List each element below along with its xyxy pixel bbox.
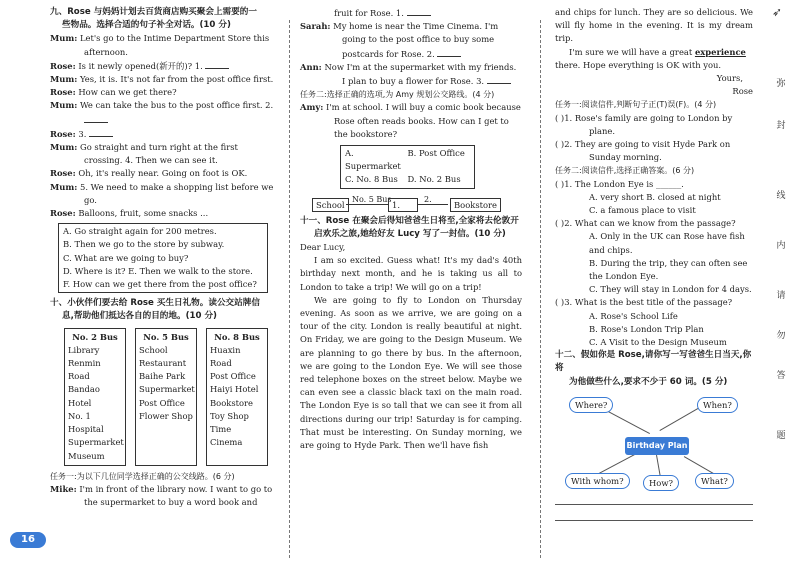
mike-text: I'm in front of the library now. I want to go to the supermarket to buy a word book and	[79, 483, 273, 508]
bus-stop: Flower Shop	[139, 410, 193, 421]
letter-paragraph-4	[555, 46, 753, 72]
section-11-heading-line1: 十一、Rose 在聚会后得知爸爸生日将至,全家将去伦敦开	[300, 215, 519, 226]
dialog-line	[50, 181, 278, 207]
birthday-plan-diagram	[555, 393, 753, 489]
para4-text-c: there. Hope everything is OK with you.	[555, 59, 722, 70]
speaker: Rose:	[50, 128, 76, 139]
dialog-text: Go straight and turn right at the first crossing. 4. Then we can see it.	[80, 142, 238, 166]
tf-text: 1. Rose's family are going to London by plane.	[564, 112, 733, 136]
route-option: B. Post Office	[407, 148, 465, 159]
section-11-heading	[300, 215, 522, 241]
dialog-text: Oh, it's really near. Going on foot is OK.	[78, 168, 248, 179]
speaker: Sarah:	[300, 21, 331, 32]
letter-paragraph-3: and chips for lunch. They are so delicious. We will fly home in the evening. It is my dream trip.	[555, 7, 753, 44]
mc-question-text: 1. The London Eye is ______.	[564, 178, 684, 189]
column-right	[555, 6, 753, 524]
bus-stop: Restaurant	[139, 358, 187, 369]
wheel-where: Where?	[569, 397, 613, 413]
speaker: Mum:	[50, 142, 78, 153]
mc-question-text: 3. What is the best title of the passage?	[564, 297, 733, 308]
bus-sign-title: No. 8 Bus	[214, 331, 260, 342]
signature: Rose	[732, 86, 753, 97]
speaker: Rose:	[50, 168, 76, 179]
wheel-with-whom: With whom?	[565, 473, 630, 489]
tf-text: 2. They are going to visit Hyde Park on Sunday morning.	[564, 139, 731, 163]
mc-option: C. a famous place to visit	[589, 205, 696, 216]
mc-question: ( )2. What can we know from the passage?	[555, 218, 736, 229]
dialog-text: 3.	[78, 128, 87, 139]
mike-line	[50, 483, 278, 509]
column-middle	[300, 6, 522, 452]
route-start: School	[312, 198, 349, 212]
option-item: C. What are we going to buy?	[63, 252, 189, 263]
student-line	[300, 61, 522, 88]
speaker: Mum:	[50, 33, 78, 44]
para4-text-a: I'm sure we will have a great	[569, 46, 693, 57]
wheel-when: When?	[697, 397, 738, 413]
route-step-2: 2.	[424, 194, 432, 204]
bus-stop: Haiyi Hotel	[210, 384, 259, 395]
speaker: Amy:	[300, 102, 324, 113]
line0-text: fruit for Rose. 1.	[334, 8, 404, 18]
option-item: B. Then we go to the store by subway.	[63, 239, 225, 250]
option-item: F. How can we get there from the post office?	[63, 279, 257, 290]
letter-paragraph-2: We are going to fly to London on Thursday evening. As soon as we arrive, we are going on a tour of the city. London is really beautiful at night. On Friday, we are going to the Design Museum. We are planning to go there by bus. In the afternoon, we are going to the London Eye. We will see those red telephone boxes on the street below. Maybe we can even see a classic black taxi on the main road. The London Eye is so tall that we can see it from all directions during our trip! Saturday is for camping. That must be interesting. On Sunday morning, we are going to Hyde Park. Then we'll have fish	[300, 294, 522, 451]
binding-char: 线	[776, 191, 786, 201]
bus-stop: Supermarket	[139, 384, 195, 395]
mc-question-text: 2. What can we know from the passage?	[564, 218, 736, 229]
bus-stop: Baihe Park	[139, 371, 186, 382]
bus-stop: Bookstore	[210, 397, 253, 408]
bus-sign-title: No. 5 Bus	[143, 331, 189, 342]
mc-option: B. Rose's London Trip Plan	[589, 323, 704, 334]
tf-item: ( )2. They are going to visit Hyde Park on Sunday morning.	[555, 139, 731, 163]
section-12-heading-line1: 十二、假如你是 Rose,请你写一写爸爸生日当天,你将	[555, 350, 752, 374]
task2-label: 任务二:阅读信件,选择正确答案。(6 分)	[555, 166, 695, 176]
bus-stop: Time Cinema	[210, 424, 243, 448]
section-9-heading	[50, 6, 278, 32]
route-bus: No. 5 Bus	[352, 194, 392, 204]
dialog-line	[50, 86, 278, 99]
bus-stop: School	[139, 344, 168, 355]
task1-label: 任务一:为以下几位同学选择正确的公交线路。(6 分)	[50, 471, 235, 481]
multiple-choice-items	[555, 178, 753, 350]
wheel-center: Birthday Plan	[625, 437, 689, 455]
route-options	[340, 145, 475, 189]
bus-stop: Post Office	[139, 397, 185, 408]
mc-question: ( )3. What is the best title of the passage?	[555, 297, 733, 308]
dialog-line	[50, 127, 278, 141]
answer-blank[interactable]	[89, 127, 113, 137]
bus-signs	[64, 328, 278, 466]
student-line	[300, 20, 522, 61]
speaker: Ann:	[300, 61, 322, 72]
column-divider	[289, 20, 290, 558]
student-text: My home is near the Time Cinema. I'm going to the post office to buy some postcards for Rose. 2.	[333, 21, 499, 59]
section-12-heading	[555, 349, 753, 389]
dialog-text: 5. We need to make a shopping list before we go.	[80, 181, 274, 205]
section-10-heading-line1: 十、小伙伴们要去给 Rose 买生日礼物。读公交站牌信	[50, 298, 260, 309]
bus-stop: Renmin Road	[68, 358, 101, 382]
bus-stop: Museum	[68, 450, 105, 461]
bus-stop: Toy Shop	[210, 410, 249, 421]
mc-option: A. Rose's School Life	[589, 310, 678, 321]
dialog-line	[50, 32, 278, 58]
answer-blank[interactable]	[407, 6, 431, 16]
options-box	[58, 223, 268, 293]
task1-label: 任务一:阅读信件,判断句子正(T)误(F)。(4 分)	[555, 100, 717, 110]
dialog-line	[50, 73, 278, 86]
bus-stop: Supermarket	[68, 437, 124, 448]
amy-line	[300, 101, 522, 141]
binding-char: 封	[776, 121, 786, 131]
mc-question: ( )1. The London Eye is ______.	[555, 178, 684, 189]
section-12-heading-line2: 为他做些什么,要求不少于 60 词。(5 分)	[569, 376, 728, 387]
section-11-heading-line2: 启欢乐之旅,她给好友 Lucy 写了一封信。(10 分)	[314, 228, 506, 239]
speaker: Rose:	[50, 87, 76, 98]
dialog-text: We can take the bus to the post office first. 2.	[80, 100, 274, 111]
dialog-text: Yes, it is. It's not far from the post office first.	[80, 74, 274, 85]
answer-line[interactable]	[555, 508, 753, 521]
page-number: 16	[10, 532, 46, 548]
route-option: D. No. 2 Bus	[407, 174, 461, 185]
option-item: D. Where is it? E. Then we walk to the store.	[63, 265, 253, 276]
student-text: Now I'm at the supermarket with my friends. I plan to buy a flower for Rose. 3.	[324, 61, 517, 87]
binding-char: 答	[776, 371, 786, 381]
binding-margin	[772, 0, 790, 566]
rocket-icon: ➶	[772, 5, 783, 19]
student-lines	[300, 20, 522, 88]
answer-blank[interactable]	[437, 47, 461, 57]
speaker: Mum:	[50, 74, 78, 85]
bus-sign	[135, 328, 197, 466]
dialog-line	[50, 59, 278, 73]
section-9-heading-line2: 些物品。选择合适的句子补全对话。(10 分)	[62, 20, 231, 31]
section-10-heading-line2: 息,帮助他们抵达各自的目的地。(10 分)	[62, 311, 217, 322]
mc-option: C. A Visit to the Design Museum	[589, 337, 727, 348]
speaker: Rose:	[50, 60, 76, 71]
wheel-how: How?	[643, 475, 679, 491]
tf-item: ( )1. Rose's family are going to London by plane.	[555, 112, 733, 136]
speaker: Mum:	[50, 100, 78, 111]
answer-blank[interactable]	[84, 113, 108, 123]
task2-label: 任务二:选择正确的选项,为 Amy 规划公交路线。(4 分)	[300, 90, 495, 100]
answer-line[interactable]	[555, 492, 753, 505]
bus-sign-title: No. 2 Bus	[72, 331, 118, 342]
route-blank-1[interactable]: 1.	[388, 198, 418, 212]
amy-text: I'm at school. I will buy a comic book because Rose often reads books. How can I get to the bookstore?	[326, 102, 521, 139]
dialog-text: How can we get there?	[78, 87, 177, 98]
column-left	[50, 6, 278, 509]
mc-option: A. very short B. closed at night	[589, 191, 721, 202]
bus-stop: Library	[68, 344, 100, 355]
greeting: Dear Lucy,	[300, 242, 346, 253]
bus-stop: Bandao Hotel	[68, 384, 100, 408]
mc-option: B. During the trip, they can often see the London Eye.	[589, 257, 748, 282]
binding-char: 请	[776, 291, 786, 301]
bus-sign	[206, 328, 268, 466]
binding-char: 题	[776, 431, 786, 441]
route-option: A. Supermarket	[345, 148, 401, 172]
binding-char: 弥	[776, 79, 786, 89]
mc-option: A. Only in the UK can Rose have fish and chips.	[589, 231, 745, 255]
dialog-text: Is it newly opened(新开的)? 1.	[78, 60, 203, 71]
route-end: Bookstore	[450, 198, 501, 212]
section-10-heading	[50, 297, 278, 323]
speaker: Mum:	[50, 181, 78, 192]
answer-blank[interactable]	[205, 59, 229, 69]
bus-sign	[64, 328, 126, 466]
letter-paragraph-1: I am so excited. Guess what! It's my dad's 40th birthday next month, and he is taking us all to London to take a trip! We will go on a trip!	[300, 255, 522, 292]
mike-line-cont	[300, 6, 522, 20]
mc-option: C. They will stay in London for 4 days.	[589, 284, 752, 295]
dialog-line	[50, 167, 278, 180]
dialog-text: Balloons, fruit, some snacks ...	[78, 208, 209, 219]
bus-stop: Huaxin Road	[210, 344, 241, 369]
speaker: Mike:	[50, 483, 77, 494]
wheel-what: What?	[695, 473, 734, 489]
route-option: C. No. 8 Bus	[345, 174, 398, 185]
bus-stop: No. 1 Hospital	[68, 410, 104, 435]
dialog-line	[50, 99, 278, 126]
dialog-line	[50, 141, 278, 167]
section-9-heading-line1: 九、Rose 与妈妈计划去百货商店购买聚会上需要的一	[50, 7, 257, 17]
option-item: A. Go straight again for 200 metres.	[63, 226, 217, 237]
dialog	[50, 32, 278, 220]
speaker: Rose:	[50, 208, 76, 219]
dialog-text: Let's go to the Intime Department Store this afternoon.	[80, 33, 270, 57]
route-arrow	[418, 204, 448, 205]
underlined-word: experience	[694, 46, 746, 57]
column-divider	[540, 20, 541, 558]
closing: Yours,	[716, 73, 743, 84]
binding-char: 勿	[776, 331, 786, 341]
binding-char: 内	[776, 241, 786, 251]
dialog-line	[50, 207, 278, 220]
true-false-items	[555, 112, 753, 165]
bus-stop: Post Office	[210, 371, 256, 382]
answer-blank[interactable]	[487, 74, 511, 84]
route-diagram	[312, 193, 522, 215]
connector-line	[656, 455, 661, 477]
